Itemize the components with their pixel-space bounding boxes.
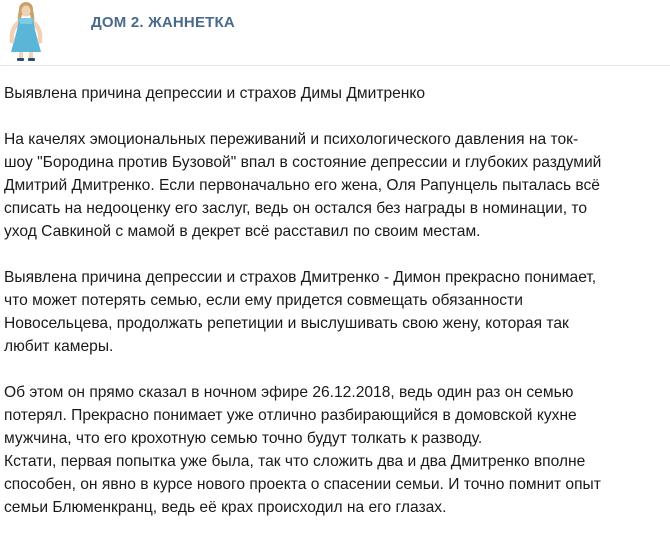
paragraph-line: способен, он явно в курсе нового проекта о спасении семьи. И точно помнит опыт [4, 476, 601, 493]
paragraph-line: Новосельцева, продолжать репетиции и выслушивать свою жену, которая так [4, 315, 569, 332]
article-paragraph-2 [4, 266, 666, 358]
paragraph-line: списать на недооценку его заслуг, ведь он остался без награды в номинации, то [4, 200, 588, 217]
blog-title-link[interactable]: ДОМ 2. ЖАННЕТКА [91, 14, 235, 31]
header-divider [0, 65, 670, 66]
paragraph-line: На качелях эмоциональных переживаний и психологического давления на ток- [4, 131, 579, 148]
article-body [4, 82, 666, 542]
paragraph-line: потерял. Прекрасно понимает уже отлично разбирающийся в домовской кухне [4, 407, 577, 424]
paragraph-line: любит камеры. [4, 338, 114, 355]
paragraph-line: что может потерять семью, если ему придется совмещать обязанности [4, 292, 523, 309]
paragraph-line: Дмитрий Дмитренко. Если первоначально его жена, Оля Рапунцель пыталась всё [4, 177, 600, 194]
article-paragraph-1 [4, 128, 666, 243]
blog-header [0, 0, 670, 66]
paragraph-line: Кстати, первая попытка уже была, так что сложить два и два Дмитренко вполне [4, 453, 586, 470]
article-paragraph-4 [4, 450, 666, 519]
paragraph-line: Выявлена причина депрессии и страхов Дмитренко - Димон прекрасно понимает, [4, 269, 597, 286]
article-headline [4, 82, 666, 105]
article-headline-text: Выявлена причина депрессии и страхов Димы Дмитренко [4, 85, 426, 102]
paragraph-line: Об этом он прямо сказал в ночном эфире 26.12.2018, ведь один раз он семью [4, 384, 574, 401]
paragraph-line: мужчина, что его крохотную семью точно будут толкать к разводу. [4, 430, 483, 447]
woman-figure-avatar-icon[interactable] [0, 0, 52, 62]
paragraph-line: шоу "Бородина против Бузовой" впал в состояние депрессии и глубоких раздумий [4, 154, 602, 171]
paragraph-line: уход Савкиной с мамой в декрет всё расставил по своим местам. [4, 223, 481, 240]
article-paragraph-3 [4, 381, 666, 450]
paragraph-line: семьи Блюменкранц, ведь её крах происходил на его глазах. [4, 499, 447, 516]
